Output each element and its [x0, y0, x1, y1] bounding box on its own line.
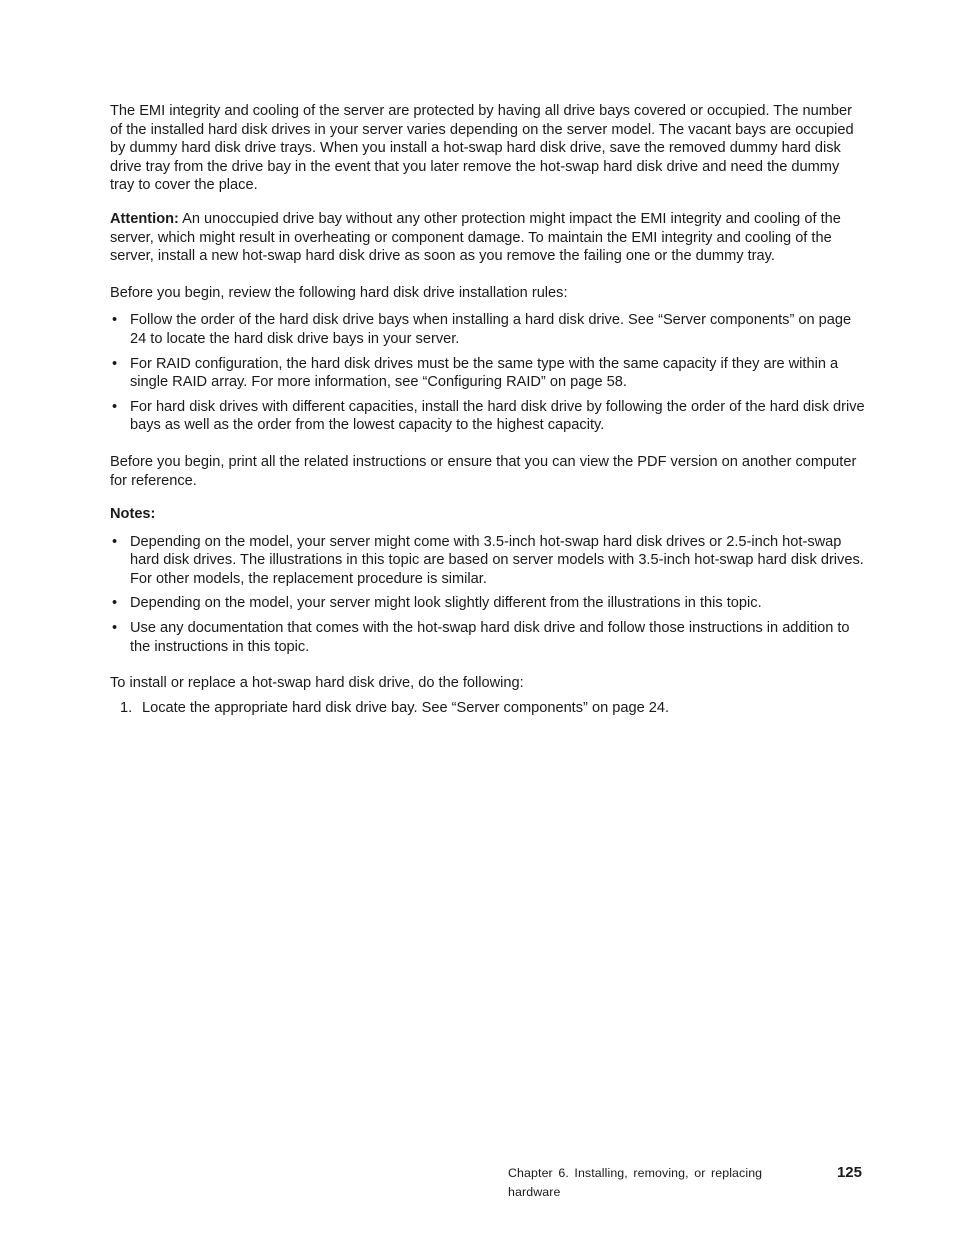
bullet-icon: •: [112, 595, 118, 612]
attention-paragraph: [110, 210, 866, 266]
rules-intro: Before you begin, review the following hard disk drive installation rules:: [110, 284, 568, 301]
list-item: [110, 699, 866, 718]
note-text: Depending on the model, your server might come with 3.5-inch hot-swap hard disk drives or 2.5-inch hot-swap hard disk drives. The illustrations in this topic are based on server models with 3.5-inch hot-swap hard disk drives. For other models, the replacement procedure is similar.: [130, 533, 864, 587]
procedure-intro: To install or replace a hot-swap hard disk drive, do the following:: [110, 675, 524, 692]
list-item: [110, 398, 866, 435]
steps-list: [110, 699, 866, 718]
rules-list: [110, 311, 866, 435]
note-text: Depending on the model, your server might look slightly different from the illustrations in this topic.: [130, 595, 762, 612]
bullet-icon: •: [112, 312, 118, 329]
step-text: Locate the appropriate hard disk drive bay. See “Server components” on page 24.: [142, 699, 670, 716]
bullet-icon: •: [112, 398, 118, 415]
rule-text: For RAID configuration, the hard disk drives must be the same type with the same capacity if they are within a single RAID array. For more information, see “Configuring RAID” on page 58.: [130, 355, 839, 391]
print-paragraph: Before you begin, print all the related instructions or ensure that you can view the PDF version on another computer for reference.: [110, 453, 857, 489]
page-footer: [508, 1164, 862, 1201]
page-number: 125: [836, 1164, 862, 1181]
notes-label: Notes:: [110, 506, 156, 523]
list-item: [110, 594, 866, 613]
list-item: [110, 311, 866, 348]
attention-label: Attention:: [110, 210, 179, 227]
list-item: [110, 619, 866, 656]
bullet-icon: •: [112, 620, 118, 637]
note-text: Use any documentation that comes with the hot-swap hard disk drive and follow those instructions in addition to the instructions in this topic.: [130, 620, 850, 655]
chapter-title: Chapter 6. Installing, removing, or replacing hardware: [508, 1166, 763, 1199]
bullet-icon: •: [112, 355, 118, 372]
step-number: 1.: [120, 699, 133, 716]
rule-text: Follow the order of the hard disk drive bays when installing a hard disk drive. See “Server components” on page 24 to locate the hard disk drive bays in your server.: [130, 312, 852, 347]
bullet-icon: •: [112, 533, 118, 550]
intro-paragraph: The EMI integrity and cooling of the server are protected by having all drive bays covered or occupied. The number of the installed hard disk drives in your server varies depending on the server model. The vacant bays are occupied by dummy hard disk drive trays. When you install a hot-swap hard disk drive, save the removed dummy hard disk drive tray from the drive bay in the event that you later remove the hot-swap hard disk drive and need the dummy tray to cover the place.: [110, 103, 854, 194]
page-body: [110, 102, 866, 717]
rule-text: For hard disk drives with different capacities, install the hard disk drive by following the order of the hard disk drive bays as well as the order from the lowest capacity to the highest capacity.: [130, 398, 865, 434]
attention-text: An unoccupied drive bay without any other protection might impact the EMI integrity and cooling of the server, which might result in overheating or component damage. To maintain the EMI integrity and cooling of the server, install a new hot-swap hard disk drive as soon as you remove the failing one or the dummy tray.: [110, 210, 841, 265]
list-item: [110, 533, 866, 589]
list-item: [110, 355, 866, 392]
notes-list: [110, 533, 866, 657]
